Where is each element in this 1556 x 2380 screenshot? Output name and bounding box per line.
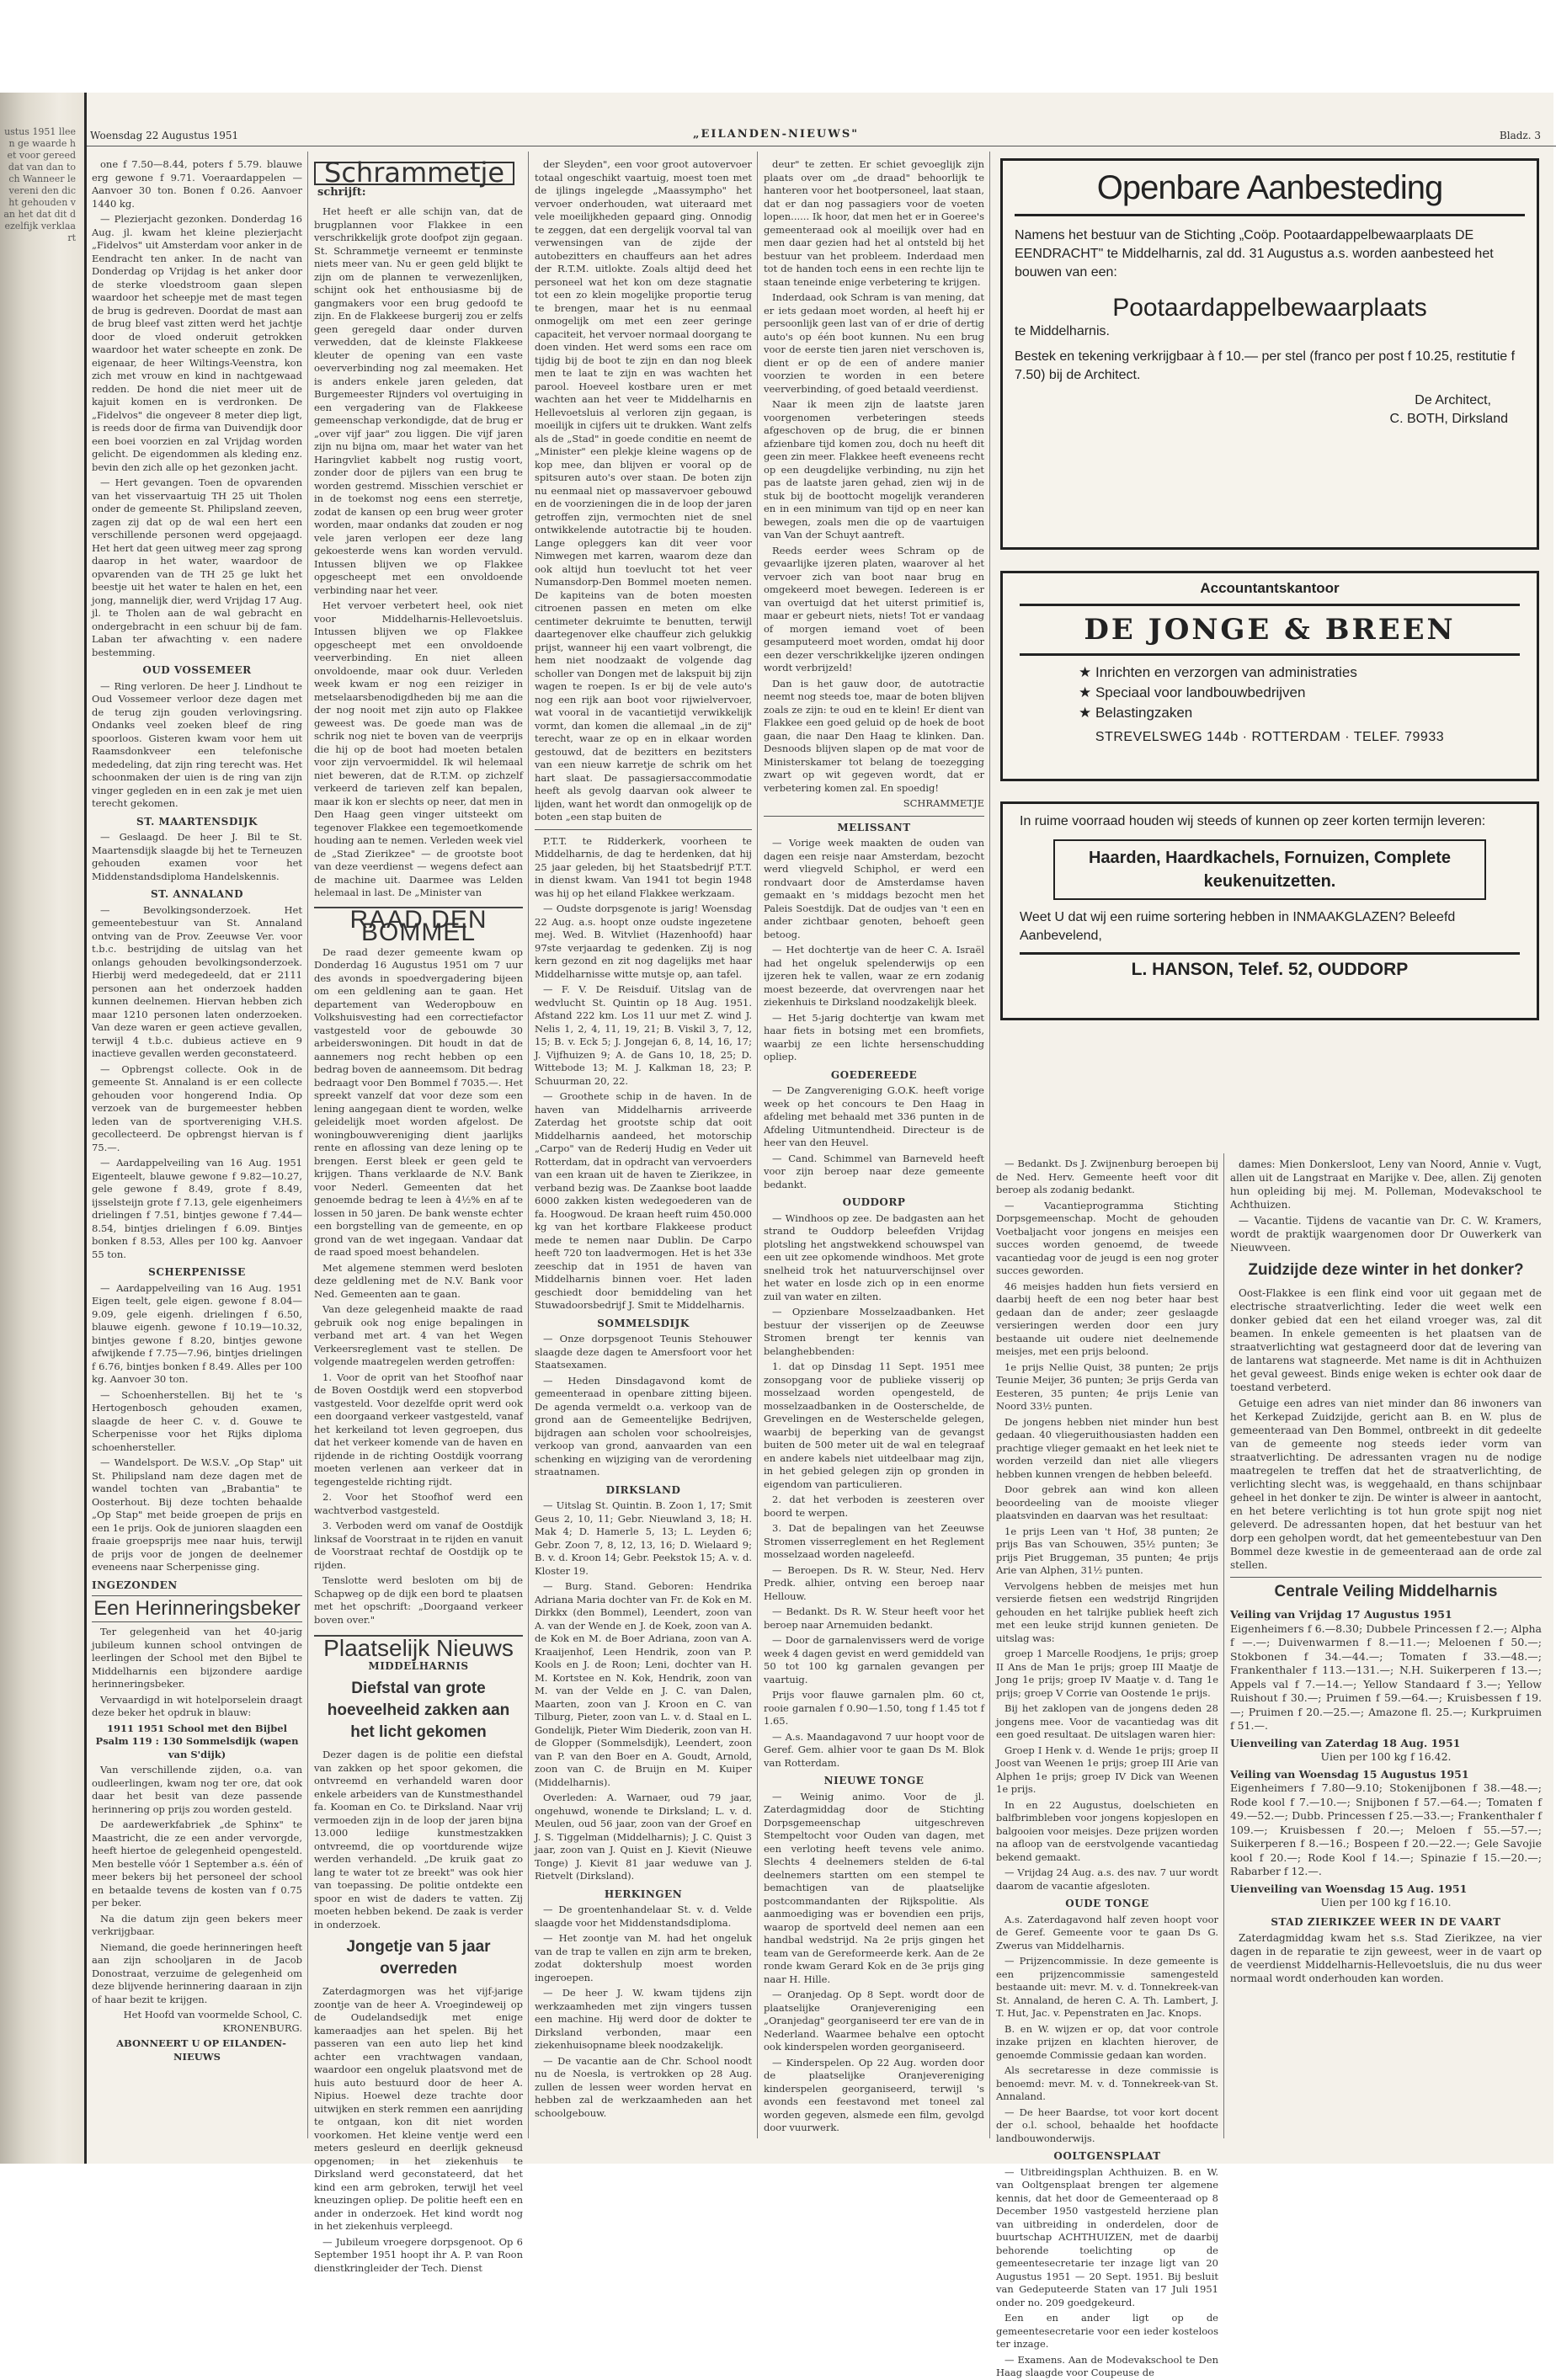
schrammetje-p1: Het heeft er alle schijn van, dat de brugplannen voor Flakkee in een verschrikkelijk grote doofpot zijn gegaan. St. Schrammetje verneemt er tenminste niets meer van. Nu er geen geld blijkt te zijn om de plannen te verwezenlijken, schijnt ook het enthousiasme bij de gangmakers voor een brug gedoofd te zijn. En de Flakkeese burgerij zou er zelfs geen geregeld daar onder durven verwedden, dat de kleinste Flakkeese kleuter de opening van een vaste oeververbinding nog zal meemaken. Het is anders enkele jaren geleden, dat Burgemeester Rijnders vol overtuiging in een vergadering van de Flakkeese gemeenschap verkondigde, dat de brug er „over vijf jaar" zou liggen. Die vijf jaren zijn nu bijna om, maar het water van het Haringvliet kabbelt nog rustig voort, zonder door de pijlers van een brug te worden gestremd. Misschien verschiet er in de toekomst nog eens een sterretje, zodat de kansen op een brug weer groter worden, maar ondanks dat zouden er nog vele jaren verlopen eer deze lang gekoesterde wens kan worden vervuld. Intussen blijven we op Flakkee opgescheept met een onvoldoende verbinding naar het veer.: [314, 205, 523, 596]
article-wandelsport: — Wandelsport. De W.S.V. „Op Stap" uit St. Philipsland nam deze dagen met de wandel tochten van „Brabantia" te Oosterhout. Bij deze tochten behaalde „Op Stap" met beide groepen de prijs en een 1e prijs. Ook de junioren slaagden een fraaie groepsprijs mee naar huis, terwijl de prijs voor de jongen de deelnemer eveneens naar Scherpenisse ging.: [92, 1456, 302, 1573]
ad2-bar: [1020, 604, 1520, 606]
schram-p5: Dan is het gauw door, de autotractie neemt nog steeds toe, maar de boten blijven zoals ze zijn: te oud en te klein! Er dient van Flakkee een goed geluid op de hoek de boot gaan, die naar Den Haag te klinken. Dan. Desnoods blijven slapen op de mat voor de Ministerskamer tot belang de toezegging zwart op wit gegeven wordt, dat er verbetering komen zal. En spoedig!: [764, 677, 984, 794]
article-reisduif: — F. V. De Reisduif. Uitslag van de wedvlucht St. Quintin op 18 Aug. 1951. Afstand 222 km. Los 11 uur met Z. wind J. Nelis 1, 2, 4, 11, 19, 21; B. Viskil 3, 7, 12, 15; B. v. Eck 5; J. Jongejan 6, 8, 14, 16, 17; J. Vijfhuizen 9; A. de Gans 10, 18, 25; D. Wittebode 13; M. J. Kalkman 18, 23; P. Schuurman 20, 22.: [535, 983, 752, 1087]
column-4: [764, 158, 984, 2145]
zuidzijde-title: Zuidzijde deze winter in het donker?: [1248, 1261, 1524, 1279]
zuid-p1: Oost-Flakkee is een flink eind voor uit gegaan met de electrische straatverlichting. Ieder die weet welk een donker gebied dat een het eiland vroeger was, zal dit beamen. In enkele gemeenten is het plaatsen van de straatverlichting wat gestagneerd door dat de levering van de lantarens wat stagneerde. Met name is dit in Achthuizen het geval geweest. Binds enige weken is echter ook daar de toestand verbeterd.: [1230, 1287, 1542, 1393]
c5-p6: Door gebrek aan wind kon alleen beoordeeling van de mooiste vlieger plaatsvinden en daarvan was het resultaat:: [996, 1483, 1218, 1521]
c5-p11: Groep I Henk v. d. Wende 1e prijs; groep II Joost van Weenen 1e prijs; groep III Arie van Alphen 1e prijs; groep IV Dick van Weenen 1e prijs.: [996, 1744, 1218, 1795]
schram-p1: deur" te zetten. Er schiet gevoeglijk zijn plaats over om „de draad" behoorlijk te hanteren voor het bootpersoneel, laat staan, dat er dan nog passagiers voor de voeten lopen...... Ik hoor, dat men het er in Goeree's gemeenteraad ook al moeilijk over had en men daar gezien had het al ontsteld bij het bestuur van het probleem. Inderdaad men tot de handen toch eens in een rechte lijn te staan teneinde enige verbetering te krijgen.: [764, 158, 984, 288]
newspaper-page: [84, 93, 1553, 2378]
c6-p2: — Vacantie. Tijdens de vacantie van Dr. C. W. Kramers, wordt de praktijk waargenomen door Dr Ouwerkerk van Nieuwveen.: [1230, 1215, 1542, 1254]
heading-herkingen: HERKINGEN: [604, 1887, 683, 1900]
veiling-3-prices: Eigenheimers f 7.80—9.10; Stokenijbonen f 38.—48.—; Rode kool f 7.—10.—; Snijbonen f 57.—64.—; Tomaten f 49.—52.—; Dubb. Princessen f 25.—33.—; Frankenthaler f 109.—; Kruisbessen f 20.—; Meloen f 55.—57.—; Suikerperen f 8.—16.; Bospeen f 20.—22.—; Gele Savojie kool f 20.—; Rode Kool f 14.—; Spinazie f 15.—20.—; Rabarber f 12.—.: [1230, 1781, 1542, 1877]
ad1-subtitle2: te Middelharnis.: [1015, 324, 1110, 338]
zuid-p2: Getuige een adres van niet minder dan 86 inwoners van het Kerkepad Zuidzijde, gericht aan B. en W. plus de gemeenteraad van Den Bommel, ontbreekt in dit gedeelte van de gemeente nog steeds ieder vorm van straatverlichting. De adressanten vragen nu de nodige maatregelen te treffen dat het de straatverlichting, de verlichting slecht was, is weggehaald, en thans schijnbaar geheel in het donker te zijn. De winter is alweer in aantocht, en het betere verlichting is tot hun grote spijt nog niet geleverd. De adressanten hopen, dat het bestuur van het dorp een geholpen wordt, dat het gemeentebestuur van Den Bommel deze kwestie in de gemeenteraad aan de orde zal stellen.: [1230, 1398, 1542, 1571]
star-icon: ★: [1079, 684, 1095, 700]
market-report: one f 7.50—8.44, poters f 5.79. blauwe erg gewone f 9.71. Voeraardappelen — Aanvoer 30 ton. Bonen f 0.26. Aanvoer 1440 kg.: [92, 158, 302, 210]
ad3-firm: L. HANSON, Telef. 52, OUDDORP: [1020, 952, 1520, 980]
ad3-box: Haarden, Haardkachels, Fornuizen, Complete keukenuitzetten.: [1053, 839, 1486, 900]
ing-p3: Van verschillende zijden, o.a. van oudleerlingen, kwam nog ter ore, dat ook daar het besit van deze passende herinnering op prijs zou worden gesteld.: [92, 1764, 302, 1815]
heading-ooltgensplaat: OOLTGENSPLAAT: [1053, 2150, 1161, 2162]
article-bevolkingsonderzoek: — Bevolkingsonderzoek. Het gemeentebestuur van St. Annaland ontving van de Prov. Zeeuwse Ver. voor t.b.c. bestrijding de uitslag van het onlangs gehouden bevolkingsonderzoek. Hierbij werd medegedeeld, dat er 2111 personen aan het onderzoek hadden kunnen deelnemen. Hiervan hebben zich maar 1210 personen laten onderzoeken. Van deze waren er geen actieve gevallen, terwijl 4 t.b.c. dubieus actieve en 9 inactieve gevallen werden geconstateerd.: [92, 903, 302, 1059]
heading-goedereede: GOEDEREEDE: [830, 1068, 918, 1081]
c5-p13: — Vrijdag 24 Aug. a.s. des nav. 7 uur wordt daarom de vacantie afgesloten.: [996, 1866, 1218, 1892]
oud-p9: Prijs voor flauwe garnalen plm. 60 ct, rooie garnalen f 0.90—1.50, tong f 1.45 tot f 1.65.: [764, 1689, 984, 1727]
som-p1: — Onze dorpsgenoot Teunis Stehouwer slaagde deze dagen te Amersfoort voor het Staatsexamen.: [535, 1333, 752, 1371]
ing-p2: Vervaardigd in wit hotelporselein draagt deze beker het opdruk in blauw:: [92, 1693, 302, 1718]
ing-p5: Na die datum zijn geen bekers meer verkrijgbaar.: [92, 1912, 302, 1937]
c5-p8: Vervolgens hebben de meisjes met hun versierde fietsen een wedstrijd Ringrijden gehouden en het talrijke publiek heeft zich met een leuke strijd kunnen genieten. De uitslag was:: [996, 1579, 1218, 1644]
ing-quote: 1911 1951 School met den Bijbel Psalm 119 : 130 Sommelsdijk (wapen van S'dijk): [95, 1722, 299, 1760]
column-rule: [1223, 1153, 1224, 2138]
her-p1: — De groentenhandelaar St. v. d. Velde slaagde voor het Middenstandsdiploma.: [535, 1903, 752, 1929]
raad-p1: De raad dezer gemeente kwam op Donderdag 16 Augustus 1951 om 7 uur des avonds in spoedvergadering bijeen om een geldlening aan te gaan. Het departement van Wederopbouw en Volkshuisvesting had een correctiefactor vastgesteld voor de gebouwde 30 arbeiderswoningen. Dit houdt in dat de aannemers nog recht hebben op een bedrag boven de aanneemsom. Dit bedrag bedraagt voor Den Bommel f 7035.—. Het spreekt vanzelf dat voor deze som een lening aangegaan dient te worden, welke geleidelijk moet worden afgelost. De woningbouwvereniging dient jaarlijks rente en aflossing van deze lening op te brengen. Eerst bleek er geen geld te krijgen. Thans verklaarde de N.V. Bank voor Nederl. Gemeenten dat het genoemde bedrag te leen à 4½% en af te lossen in 50 jaren. De bank wenste echter een borgstelling van de gemeente, en op grond van de wet ingegaan. Vandaar dat de raad spoed moest behandelen.: [314, 945, 523, 1258]
her-p2: — Het zoontje van M. had het ongeluk van de trap te vallen en zijn arm te breken, zodat doktershulp moest worden ingeroepen.: [535, 1932, 752, 1983]
ot-p1: A.s. Zaterdagavond half zeven hoopt voor de Geref. Gemeente voor te gaan Ds G. Zwerus van Middelharnis.: [996, 1913, 1218, 1951]
ool-p1: — Uitbreidingsplan Achthuizen. B. en W. van Ooltgensplaat brengen ter algemene kennis, dat het door de Gemeenteraad op 8 December 1950 vastgesteld herziene plan van uitbreiding in onderdelen, door de buurtschap ACHTHUIZEN, met de daarbij behorende toelichting op de gemeentesecretarie ter inzage ligt van 20 Augustus 1951 — 20 Sept. 1951. Bij besluit van Gedeputeerde Staten van 17 Juli 1951 onder no. 209 goedgekeurd.: [996, 2165, 1218, 2308]
raad-p2: Met algemene stemmen werd besloten deze geldlening met de N.V. Bank voor Ned. Gemeenten aan te gaan.: [314, 1261, 523, 1300]
ing-p1: Ter gelegenheid van het 40-jarig jubileum kunnen school ontvingen de leerlingen der School met den Bijbel te Middelharnis een bijzondere aardige herinneringsbeker.: [92, 1626, 302, 1690]
heading-st-maartensdijk: ST. MAARTENSDIJK: [136, 815, 258, 828]
ad-openbare-aanbesteding: [1000, 158, 1539, 550]
divider: [535, 829, 752, 830]
her-p4: — De vacantie aan de Chr. School noodt nu de Noesla, is vertrokken op 28 Aug. zullen de lessen weer worden hervat en hebben zal de werkzaamheden aan het schoolgebouw.: [535, 2054, 752, 2119]
dirk-p1: — Uitslag St. Quintin. B. Zoon 1, 17; Smit Geus 2, 10, 11; Gebr. Nieuwland 3, 18; H. Mak 4; D. Hamerle 5, 13; L. Leyden 6; Gebr. Zoon 7, 8, 12, 13, 16; D. Wielaard 9; B. v. d. Kroon 14; Gebr. Peekstok 15; A. v. d. Kloster 19.: [535, 1499, 752, 1577]
jongetje-p1: Zaterdagmorgen was het vijf-jarige zoontje van de heer A. Vroegindeweij op de Oudelandsedijk met enige kameraadjes aan het spelen. Bij het passeren van een auto liep het kind achter een vrachtwagen vandaan, waardoor een ongeluk plaatsvond met de huis auto bestuurd door de heer A. Nipius. Hoewel deze trachte door uitwijken en sterk remmen een aanrijding te ontgaan, kon dit niet worden voorkomen. Het kleine ventje werd een meters gesleurd en deerlijk gekneusd opgenomen; in het ziekenhuis te Dirksland werd geconstateerd, dat het kind een arm gebroken, terwijl het veel kneuzingen opliep. De politie heeft een en ander in onderzoek. Het kind wordt nog in het ziekenhuis verpleegd.: [314, 1985, 523, 2232]
schrijft-label: schrijft:: [317, 185, 366, 199]
jongetje-title: Jongetje van 5 jaar overreden: [346, 1938, 491, 1978]
star-icon: ★: [1079, 705, 1095, 721]
schram-p2: Inderdaad, ook Schram is van mening, dat er iets gedaan moet worden, al heeft hij er persoonlijk geen last van of er drie of dertig auto's op één boot kunnen. Nu een brug voor de eerste tien jaren niet verschoven is, dient er op de een of andere manier voorzien te worden in een betere veerverbinding, of goed betaald veerdienst.: [764, 291, 984, 395]
goed-p2: — Cand. Schimmel van Barneveld heeft voor zijn beroep naar deze gemeente bedankt.: [764, 1152, 984, 1190]
heading-sommelsdijk: SOMMELSDIJK: [597, 1317, 690, 1329]
article-veiling-scherpenisse: — Aardappelveiling van 16 Aug. 1951 Eigen teelt, gele eigen. gewone f 8.04—9.09, gele eigenh. drielingen f 6.50, blauwe eigenh. gewone f 10.19—10.32, bintjes gewone f 8.20, bintjes gewone afwijkende f 7.75—7.96, bintjes drielingen f 6.76, bintjes bonken f 8.49. Alles per 100 kg. Aanvoer 30 ton.: [92, 1281, 302, 1385]
dirk-p2: — Burg. Stand. Geboren: Hendrika Adriana Maria dochter van Fr. de Kok en M. Dirkkx (den Bommel), Leendert, zoon van A. van der Wende en J. de Koek, zoon van A. de Kok en M. de Boer Adriana, zoon van A. Kraaijenhof, Leen Hendrik, zoon van P. Kools en J. de Roon; Leni, dochter van H. M. Kortstee en N. Kok, Hendrik, zoon van M. van der Velde en J. C. van Dalen, Maarten, zoon van J. Kroon en C. van Tilburg, Pieter, zoon van L. v. d. Staal en L. Gondelijk, Pieter Wim Diederik, zoon van H. de Glopper (Sommelsdijk), Leendert, zoon van P. van den Boer en A. Goudt, Arnold, zoon van C. de Bruijn en M. Kuiper (Middelharnis).: [535, 1580, 752, 1788]
spine-text: ustus 1951 lleen ge waarde het voor gereed dat van dan toch Wanneer le vereni den dicht gehouden van het dat dit dezelfijk verklaart: [3, 126, 76, 243]
heading-dirksland: DIRKSLAND: [605, 1483, 681, 1496]
ad1-body2: Bestek en tekening verkrijgbaar à f 10.— per stel (franco per post f 10.25, restitutie f 7.50) bij de Architect.: [1015, 349, 1516, 382]
veiling-4-prices: Uien per 100 kg f 16.10.: [1320, 1896, 1452, 1909]
raad-p6: 3. Verboden werd om vanaf de Oostdijk linksaf de Voorstraat in te rijden en vanuit de Voorstraat rechtaf de Oostdijk op te rijden.: [314, 1520, 523, 1571]
veiling-2-heading: Uienveiling van Zaterdag 18 Aug. 1951: [1230, 1736, 1461, 1749]
veiling-1: [1230, 1608, 1542, 1910]
column-5: [996, 1158, 1218, 2378]
ad1-subtitle: Pootaardappelbewaarplaats: [1112, 294, 1427, 322]
ad2-address: STREVELSWEG 144b · ROTTERDAM · TELEF. 79933: [1095, 730, 1445, 744]
scanned-newspaper-page: [0, 93, 1553, 2378]
column-6: [1230, 1158, 1542, 2143]
stad-p: Zaterdagmiddag kwam het s.s. Stad Zierikzee, na vier dagen in de reparatie te zijn geweest, weer in de vaart op de veerdienst Middelharnis-Hellevoetsluis, die nu dus weer normaal wordt onderhouden kan worden.: [1230, 1931, 1542, 1984]
herinneringsbeker-title: Een Herinneringsbeker: [92, 1595, 302, 1622]
oud-p6: — Beroepen. Ds R. W. Steur, Ned. Herv Predk. alhier, ontving een beroep naar Hellouw.: [764, 1563, 984, 1602]
veiling-2-prices: Uien per 100 kg f 16.42.: [1320, 1750, 1452, 1763]
ad2-service-3: [1020, 703, 1520, 723]
ad3-intro: In ruime voorraad houden wij steeds of kunnen op zeer korten termijn leveren:: [1020, 814, 1486, 828]
c5-p2: — Vacantieprogramma Stichting Dorpsgemeenschap. Mocht de gehouden Voetbaljacht voor jongens en meisjes een succes worden genoemd, de tweede vacantiedag voor de jeugd is een nog groter succes geworden.: [996, 1199, 1218, 1276]
heading-stad-zierikzee: STAD ZIERIKZEE WEER IN DE VAART: [1271, 1915, 1501, 1928]
schrammetje-cont: der Sleyden", een voor groot autovervoer totaal ongeschikt vaartuig, moest toen met de ijlings ingelegde „Maassympho" het vervoer onderhouden, wat uiteraard met vele moeilijkheden gepaard ging. Onnodig te zeggen, dat een dergelijk voorval tal van verwensingen van de zijde der autobezitters en chauffeurs aan het adres der R.T.M. uitlokte. Zoals altijd deed het personeel wat het kon om deze stagnatie tot een zo klein mogelijke proportie terug te brengen, maar het is nu eenmaal onmogelijk om met een zeer geringe capaciteit, het vervoer normaal doorgang te doen vinden. Het werd soms een race om tijdig bij de boot te zijn en dan nog bleek men te laat te zijn en was wachten het parool. Hoeveel kostbare uren er met wachten aan het veer te Middelharnis en Hellevoetsluis al verloren zijn gegaan, is moeilijk in cijfers uit te drukken. Want zelfs als de „Stad" in goede conditie en neemt de „Minister" een plekje kleine wagens op de kop mee, dan blijven er vooral op de spitsuren auto's over staan. De boten zijn nu eenmaal niet op massavervoer gebouwd en de voorzieningen die in de loop der jaren getroffen zijn, vermochten niet de snel ontwikkelende autotractie bij te houden. Lange opleggers kan dit veer voor Nimwegen met karren, waarom deze dan ook altijd hun toevlucht tot het veer Numansdorp-Den Bommel moeten nemen. De kapiteins van de boten moesten citroenen passen en meten om elke centimeter dekruimte te benutten, terwijl daartegenover elke chauffeur zich gelukkig prijst, wanneer hij een vaart volbrengt, die hem niet noodzaakt de volgende dag scholler van Dongen met de lakspuit bij zijn wagen te roepen. Is er bij de vele auto's nog een rijk aan boot voor rijwielvervoer, wat vooral in de vacantietijd verwikkelijk vormt, dan komen die allemaal „in de zij" terecht, waar ze op en in elkaar worden gestouwd, dat de bezitters en bezitsters van een nieuw karretje de schrik om het hart slaat. De passagiersaccommodatie heeft als gevolg daarvan ook alweer te lijden, want het wordt dan onmogelijk op de boten „een stap buiten de: [535, 158, 752, 823]
ing-p6: Niemand, die goede herinneringen heeft aan zijn schooljaren in de Jacob Donostraat, verzuime de gelegenheid om deze blijvende herinnering daaraan in zijn of haar bezit te krijgen.: [92, 1941, 302, 2005]
jubileum-p: — Jubileum vroegere dorpsgenoot. Op 6 September 1951 hoopt ihr A. P. van Roon dienstkringleider der Tech. Dienst: [314, 2235, 523, 2274]
column-rule: [989, 152, 990, 2138]
ing-p4: De aardewerkfabriek „de Sphinx" te Maastricht, die ze een ander vervorgde, heeft hiertoe de gelegenheid opengesteld. Men bestelle vóór 1 September a.s. één of meer bekers bij het personeel der school en betaalde tevens de kosten van f 0.75 per beker.: [92, 1818, 302, 1909]
divider: [764, 816, 984, 817]
ad2-firm: DE JONGE & BREEN: [1084, 613, 1456, 647]
ad2-service-2: [1020, 683, 1520, 703]
diefstal-p1: Dezer dagen is de politie een diefstal van zakken op het spoor gekomen, die ontvreemd en verhandeld waren door enkele arbeiders van de Kunstmesthandel fa. Kooman en Co. te Dirksland. Naar vrij vermoeden zijn in de loop der jaren bijna 13.000 lediige kunstmestzakken ontvreemd, die op voortdurende wijze werden verhandeld. „De kruik gaat zo lang te water tot ze breekt" was ook hier van toepassing. De politie ontdekte een spoor en wist de daders te vatten. Zij moeten hebben bekend. De zaak is verder in onderzoek.: [314, 1749, 523, 1930]
oud-p10: — A.s. Maandagavond 7 uur hoopt voor de Geref. Gem. alhier voor te gaan Ds M. Blok van Rotterdam.: [764, 1730, 984, 1769]
c5-p9: groep 1 Marcelle Roodjens, 1e prijs; groep II Ans de Man 1e prijs; groep III Maatje de Jong 1e prijs; groep IV Maatje v. d. Tang 1e prijs; groep V Corrie van Oostende 1e prijs.: [996, 1648, 1218, 1699]
raad-p3: Van deze gelegenheid maakte de raad gebruik ook nog enige bepalingen in verband met art. 4 van het Wegen Verkeersreglement vast te stellen. De volgende maatregelen werden getroffen:: [314, 1303, 523, 1367]
c6-p1: dames: Mien Donkersloot, Leny van Noord, Annie v. Vugt, allen uit de Langstraat en Marijke v. Dee, allen. Zij genoten hun opleiding bij mej. M. Polleman, Modevakschool te Achthuizen.: [1230, 1158, 1542, 1211]
ad2-bar: [1020, 653, 1520, 656]
article-groot-schip: — Groothete schip in de haven. In de haven van Middelharnis arriveerde Zaterdag het grootste schip dat ooit Middelharnis aandeed, het motorschip „Carpo" van de Rederij Hudig en Veder uit Rotterdam, dat in opdracht van vervoerders van een kraan uit de haven te Zierikzee, in verband bezig was. De Zaankse boot laadde 6000 zakken kisten wedegoederen van de fa. Hoogwoud. De kraan heeft ruim 450.000 kg van het kortbare Flakkeese product mede te nemen naar Dublin. De Carpo heeft 720 ton laadvermogen. Het is het 33e zeeschip dat in 1951 de haven van Middelharnis binnen voer. Het laden geschiedt door bemiddeling van het Stuwadoorsbedrijf J. Smit te Middelharnis.: [535, 1090, 752, 1311]
ot-p3: B. en W. wijzen er op, dat voor controle inzake prijzen en klachten hierover, de genoemde Commissie gedaan kan worden.: [996, 2022, 1218, 2061]
mel-p1: — Vorige week maakten de ouden van dagen een reisje naar Amsterdam, bezocht werd vliegveld Schiphol, er werd een rondvaart door de Amsterdamse haven gemaakt en 's middags bezocht men het Paleis Soestdijk. Dat de oudjes van 't een en ander zichtbaar genoten, behoeft geen betoog.: [764, 837, 984, 940]
column-rule: [307, 152, 308, 2138]
raad-den-bommel-title: RAAD DEN BOMMEL: [314, 907, 523, 940]
veiling-3-heading: Veiling van Woensdag 15 Augustus 1951: [1230, 1767, 1469, 1781]
veiling-4-heading: Uienveiling van Woensdag 15 Aug. 1951: [1230, 1882, 1468, 1895]
veiling-1-heading: Veiling van Vrijdag 17 Augustus 1951: [1230, 1608, 1452, 1621]
column-rule: [757, 152, 758, 2138]
ad-hanson: [1000, 801, 1539, 1020]
ing-p7: Het Hoofd van voormelde School, C. KRONENBURG.: [123, 2009, 302, 2034]
oud-p1: — Windhoos op zee. De badgasten aan het strand te Ouddorp beleefden Vrijdag plotsling het angstwekkend schouwspel van een uit zee opkomende windhoos. Met grote snelheid trok het natuurverschijnsel over het water en losde zich op in een enorme zuil van water en zilten.: [764, 1211, 984, 1302]
raad-p5: 2. Voor het Stoofhof werd een wachtverbod vastgesteld.: [314, 1491, 523, 1516]
heading-oud-vossemeer: OUD VOSSEMEER: [142, 664, 252, 676]
mel-p3: — Het 5-jarig dochtertje van kwam met haar fiets in botsing met een bromfiets, waarbij ze een lichte hersenschudding opliep.: [764, 1011, 984, 1062]
heading-ouddorp: OUDDORP: [842, 1196, 906, 1208]
newspaper-name: „EILANDEN-NIEUWS": [693, 128, 860, 141]
issue-date: Woensdag 22 Augustus 1951: [90, 130, 239, 141]
ot-p4: Als secretaresse in deze commissie is benoemd: mevr. M. v. d. Tonnekreek-van St. Annaland.: [996, 2064, 1218, 2102]
ad1-architect: De Architect,: [1415, 393, 1491, 407]
dirk-p3: Overleden: A. Warnaer, oud 79 jaar, ongehuwd, wonende te Dirksland; L. v. d. Meulen, oud 56 jaar, zoon van der Groef en J. S. Tiggelman (Middelharnis); J. C. Quist 3 jaar, zoon van J. Quist en J. Kievit (Nieuwe Tonge) J. Kievit 81 jaar weduwe van J. Rietvelt (Dirksland).: [535, 1792, 752, 1882]
c5-p7: 1e prijs Leen van 't Hof, 38 punten; 2e prijs Bas van Schouwen, 35½ punten; 3e prijs Piet Bruggeman, 35 punten; 4e prijs Arie van Alphen, 31½ punten.: [996, 1525, 1218, 1576]
schrammetje-p2: Het vervoer verbetert heel, ook niet voor Middelharnis-Hellevoetsluis. Intussen blijven we op Flakkee opgescheept met een onvoldoende veerverbinding. En niet alleen onvoldoende, maar ook duur. Verleden week kwam er nog een reiziger in metselaarsbenodigdheden bij me aan die der nog nooit met zijn auto op Flakkee geweest was. De goede man was de schrik nog niet te boven van de veerprijs die hij op de boot had moeten betalen voor zijn vervoermiddel. Ik wil helemaal niet beweren, dat de R.T.M. op zichzelf verkeerd de tarieven zelf kan bepalen, maar ik kon er slechts op neer, dat men in Den Haag geen vinger uitsteekt om tegenover Flakkee een tegemoetkomende houding aan te nemen. Verleden week viel de „Stad Zierikzee" — de grootste boot van deze veerdienst — wegens defect aan de machine uit. Daarmee was Lelden helemaal in last. De „Minister van: [314, 599, 523, 898]
c5-p12: In en 22 Augustus, doelschieten en balfbrimbleben voor jongens kopjeslopen en balgooien voor meisjes. Deze prijzen worden na afloop van de eerstvolgende vacantiedag bekend gemaakt.: [996, 1798, 1218, 1863]
nt-p2: — Oranjedag. Op 8 Sept. wordt door de plaatselijke Oranjevereniging een „Oranjedag" georganiseerd ter ere van de in Nederland. Waarmee behalve een optocht ook kinderspelen worden georganiseerd.: [764, 1989, 984, 2053]
ad2-s2: Speciaal voor landbouwbedrijven: [1095, 684, 1306, 700]
heading-nieuwe-tonge: NIEUWE TONGE: [823, 1775, 925, 1786]
mel-p2: — Het dochtertje van de heer C. A. Israël had het ongeluk spelenderwijs op een ijzeren hek te vallen, waar ze ern zodanig moest bezeerde, dat overvrengen naar het ziekenhuis te Dirksland noodzakelijk bleek.: [764, 944, 984, 1008]
diefstal-title: Diefstal van grote hoeveelheid zakken aan het licht gekomen: [327, 1680, 510, 1741]
schram-p4: Reeds eerder wees Schram op de gevaarlijke ijzeren platen, waarover al het vervoer zich van boot naar brug en omgekeerd moet bewegen. Iedereen is er van overtuigd dat het uiterst primitief is, maar er gebeurt niets, niets! Tot er vandaag of morgen iemand voet of been gesamputeerd moet worden, omdat hij door een dezer verschrikkelijke ijzeren ondingen wordt verbrijzeld!: [764, 544, 984, 674]
heading-scherpenisse: SCHERPENISSE: [148, 1266, 246, 1278]
article-veiling-annaland: — Aardappelveiling van 16 Aug. 1951 Eigenteelt, blauwe gewone f 9.82—10.27, gele gewone f 8.49, grote f 8.49, ijsselsteijn grote f 7.13, gele eigenheimers drielingen f 7.51, bintjes gewone f 7.44—8.54, bintjes drielingen f 6.09. Bintjes bonken f 8.53, Alles per 100 kg. Aanvoer 55 ton.: [92, 1157, 302, 1260]
ot-p5: — De heer Baardse, tot voor kort docent der o.l. school, behaalde het hoofdacte landbouwonderwijs.: [996, 2106, 1218, 2144]
ad-accountantskantoor: [1000, 571, 1539, 781]
c5-p1: — Bedankt. Ds J. Zwijnenburg beroepen bij de Ned. Herv. Gemeente heeft voor dit beroep als zodanig bedankt.: [996, 1158, 1218, 1195]
star-icon: ★: [1079, 664, 1095, 680]
heading-st-annaland: ST. ANNALAND: [150, 888, 244, 900]
article-plezierjacht: — Plezierjacht gezonken. Donderdag 16 Aug. jl. kwam het kleine plezierjacht „Fidelvos" uit Amsterdam voor anker in de Eendracht ten anker. In de nacht van Donderdag op Vrijdag is het anker door de sterke vloedstroom gaan slepen waardoor het scheepje met de mast tegen de brug is gedreven. Doordat de mast aan de brug bleef vast zitten werd het jachtje door de vloed onderuit getrokken waardoor het water scheepte en zonk. De eigenaar, de heer Wiltings-Veenstra, kon zich met vrouw en kind in nachtgewaad redden. De hond die niet meer uit de kajuit komen en is verdronken. De „Fidelvos" die ongeveer 8 meter diep ligt, is reeds door de firma van Duivendijk door een boei voorzien en zal Vrijdag worden gelicht. De eigendommen als kleding enz. bevin den zich alle op het gezonken jacht.: [92, 213, 302, 473]
c5-p10: Bij het zaklopen van de jongens deden 28 jongens mee. Voor de vacantiedag was dit een goed resultaat. De uitslagen waren hier:: [996, 1702, 1218, 1740]
abonneert: ABONNEERT U OP EILANDEN-NIEUWS: [116, 2037, 286, 2063]
article-ring: — Ring verloren. De heer J. Lindhout te Oud Vossemeer verloor deze dagen met de terug zijn gouden verlovingsring. Ondanks veel zoeken bleef de ring spoorloos. Gisteren kwam voor hem uit Raamsdonkveer een telefonische mededeling, dat zijn ring terecht was. Het schoonmaken der uien is de ring van zijn vinger gegleden en in een zak je met uien terecht gekomen.: [92, 679, 302, 809]
raad-p7: Tenslotte werd besloten om bij de Schapweg op de dijk een bord te plaatsen met het opschrift: „Doorgaand verkeer boven over.": [314, 1574, 523, 1626]
ool-p2: Een en ander ligt op de gemeentesecretarie voor een ieder kosteloos ter inzage.: [996, 2312, 1218, 2350]
previous-page-spine: [0, 93, 84, 2164]
ad2-service-1: [1020, 663, 1520, 683]
column-3: [535, 158, 752, 2145]
heading-ingezonden: INGEZONDEN: [92, 1579, 178, 1591]
article-geslaagd: — Geslaagd. De heer J. Bil te St. Maartensdijk slaagde bij het te Terneuzen gehouden examen voor het Middenstandsdiploma Handelskennis.: [92, 831, 302, 882]
article-hert: — Hert gevangen. Toen de opvarenden van het visservaartuig TH 25 uit Tholen onder de gemeente St. Philipsland zeeven, zagen zij dat op de wal een hert een verschillende personen werd opgejaagd. Het hert dat geen uitweg meer zag sprong daarop in het water, waardoor de opvarenden van de TH 25 ge lukt het beestje uit het water te halen en het, een jong, mannelijk dier, werd Vrijdag 17 Aug. jl. te Tholen aan de wal gebracht en ondergebracht in een schuur bij de fam. Laban ter afwachting v. een nadere bestemming.: [92, 477, 302, 658]
schrammetje-title: Schrammetje: [314, 162, 514, 185]
ad1-architect-name: C. BOTH, Dirksland: [1389, 412, 1508, 426]
veiling-1-prices: Eigenheimers f 6.—8.30; Dubbele Princessen f 2.—; Alpha f —.—; Duivenwarmen f 8.—11.—; Meloenen f 50.—; Stokbonen f 34.—44.—; Tomaten f 33.—48.—; Frankenthaler f 113.—131.—; N.H. Suikerperen f 13.—; Appels val f 7.—14.—; Yellow Standaard f 3.—; Yellow Ruishout f 30.—; Pruimen f 59.—64.—; Kruisbessen f 19.—; Pruimen f 20.—25.—; Amazone fl. 25.—; Kurkpruimen f 51.—.: [1230, 1621, 1542, 1732]
ad1-body: Namens het bestuur van de Stichting „Coöp. Pootaardappelbewaarplaats DE EENDRACHT" te Middelharnis, zal dd. 31 Augustus a.s. worden aanbesteed het bouwen van een:: [1015, 228, 1494, 280]
article-collecte: — Opbrengst collecte. Ook in de gemeente St. Annaland is er een collecte gehouden voor hongerend India. Op verzoek van de burgemeester hebben leden van de sportvereniging V.H.S. gecollecteerd. De opbrengst hiervan is f 75.—.: [92, 1062, 302, 1153]
goed-p1: — De Zangvereniging G.O.K. heeft vorige week op het concours te Den Haag in afdeling met behaald met 336 punten in de Afdeling Uitmuntendheid. Directeur is de heer van den Heuvel.: [764, 1084, 984, 1148]
ad1-title: Openbare Aanbesteding: [1015, 169, 1525, 216]
heading-middelharnis: MIDDELHARNIS: [368, 1659, 469, 1672]
column-2: [314, 157, 523, 2274]
oud-p4: 2. dat het verboden is zeesteren over boord te werpen.: [764, 1493, 984, 1519]
som-p2: — Heden Dinsdagavond komt de gemeenteraad in openbare zitting bijeen. De agenda vermeldt o.a. verkoop van de grond aan de Gemeentelijke Bedrijven, bijdragen aan scholen voor schoolreisjes, verkoop van grond, aanvaarden van een schenking en wijziging van de verordening straatnamen.: [535, 1374, 752, 1478]
schram-p3: Naar ik meen zijn de laatste jaren voorgenomen verbeteringen steeds afgeschoven op de brug, die er binnen afzienbare tijd komen zou, doch nu heeft dit geen zin meer. Flakkee heeft eveneens recht op een deugdelijke verbinding, nu zijn het pas de laatste jaren gehad, zien wij in de stuk bij de boottocht mogelijk veranderen en in een minimum van tijd op en neer kan bewegen, zoals men die op de vaartuigen van Van der Schuyt aantreft.: [764, 398, 984, 540]
schram-signature: SCHRAMMETJE: [903, 797, 984, 809]
nt-p3: — Kinderspelen. Op 22 Aug. worden door de plaatselijke Oranjevereniging kinderspelen georganiseerd, terwijl 's avonds een feestavond met toneel zal worden gegeven, alsmede een film, gevolgd door vuurwerk.: [764, 2056, 984, 2133]
plaatselijk-nieuws-title: Plaatselijk Nieuws: [314, 1635, 523, 1655]
raad-p4: 1. Voor de oprit van het Stoofhof naar de Boven Oostdijk werd een stopverbod vastgesteld. Voor dezelfde oprit werd ook een doorgaand verkeer vastgesteld, vanaf het kerkeiland tot leven gegroepen, dus dat het verkeer komende van de haven en rijdende in de richting Oostdijk voorrang moeten verlenen aan verkeer dat in tegengestelde richting rijdt.: [314, 1371, 523, 1488]
heading-melissant: MELISSANT: [837, 821, 911, 833]
c5-p3: 46 meisjes hadden hun fiets versierd en daarbij heeft de een nog beter haar best gedaan dan de ander; zeer geslaagde versieringen werden door een jury bestaande uit oudere niet deelnemende meisjes, met een prijs beloond.: [996, 1280, 1218, 1357]
c5-p4: 1e prijs Nellie Quist, 38 punten; 2e prijs Teunie Meijer, 36 punten; 3e prijs Gerda van Eesteren, 35 punten; 4e prijs Lenie van Noord 33½ punten.: [996, 1360, 1218, 1412]
oud-p5: 3. Dat de bepalingen van het Zeeuwse Stromen visserreglement en het Reglement mosselzaad worden nageleefd.: [764, 1522, 984, 1560]
column-1: [92, 158, 302, 2145]
nt-p1: — Weinig animo. Voor de jl. Zaterdagmiddag door de Stichting Dorpsgemeenschap uitgeschreven Stempeltocht voor Ouden van dagen, met een verloting heeft tevens vele animo. Slechts 4 deelnemers stelden de 6-tal deelnemers startten om een stempel te bemachtigen van de plaatselijke postcommandanten der Rijkspolitie. Als aanmoediging was er bovendien een prijs, waarop de sportveld deel nemen aan een handbal wedstrijd. Na 2e prijs gingen het team van de Gereformeerde kerk. Aan de 2e ronde kwam Gerard Kok en de 3e prijs ging naar H. Hille.: [764, 1790, 984, 1985]
ad2-s3: Belastingzaken: [1095, 705, 1193, 721]
ool-p3: — Examens. Aan de Modevakschool te Den Haag slaagde voor Coupeuse de: [996, 2353, 1218, 2378]
jubileum-cont: P.T.T. te Ridderkerk, voorheen te Middelharnis, de dag te herdenken, dat hij 25 jaar geleden, bij het Staatsbedrijf P.T.T. in dienst kwam. Van 1941 tot begin 1948 was hij op het eiland Flakkee werkzaam.: [535, 834, 752, 899]
oud-p3: 1. dat op Dinsdag 11 Sept. 1951 mee zonsopgang voor de publieke visserij op mosselzaad worden opengesteld, de mosselzaadbanken in de Oosterschelde, de Grevelingen en de Westerschelde gelegen, waarbij de beperking van de gevangst buiten de 500 meter uit de wal en telegraaf en andere kabels niet uitdeelbaar mag zijn, in het gebied gelegen zijn op gronden in eigendom van particulieren.: [764, 1360, 984, 1490]
ot-p2: — Prijzencommissie. In deze gemeente is een prijzencommissie samengesteld bestaande uit: mevr. M. v. d. Tonnekreek-van St. Annaland, de heren C. A. Th. Lambert, J. T. Hut, Jac. v. Pepenstraten en Jac. Knops.: [996, 1955, 1218, 2019]
ad2-top: Accountantskantoor: [1200, 580, 1340, 596]
ad2-s1: Inrichten en verzorgen van administraties: [1095, 664, 1357, 680]
her-p3: — De heer J. W. kwam tijdens zijn werkzaamheden met zijn vingers tussen een machine. Hij werd door de dokter te Dirksland verbonden, maar een ziekenhuisopname bleek noodzakelijk.: [535, 1987, 752, 2051]
article-oudste: — Oudste dorpsgenote is jarig! Woensdag 22 Aug. a.s. hoopt onze oudste ingezetene mej. Wed. B. Witvliet (Hazenhoofd) haar 97ste verjaardag te gedenken. Zij is nog kern gezond en zit nog dagelijks met haar Middelharnisse witte mutsje op, aan tafel.: [535, 902, 752, 980]
page-number: Bladz. 3: [1499, 130, 1541, 141]
c5-p5: De jongens hebben niet minder hun best gedaan. 40 vliegeruithousiasten hadden een prachtige vlieger gemaakt en het leek niet te worden verzeild dan niet alle vliegers hebben kunnen vrengen de hebben beleefd.: [996, 1415, 1218, 1480]
article-schoenherstellen: — Schoenherstellen. Bij het te 's Hertogenbosch gehouden examen, slaagde de heer C. v. d. Gouwe te Scherpenisse voor het Rijks diploma schoenhersteller.: [92, 1388, 302, 1453]
oud-p2: — Opzienbare Mosselzaadbanken. Het bestuur der visserijen op de Zeeuwse Stromen brengt ter kennis van belanghebbenden:: [764, 1306, 984, 1357]
oud-p8: — Door de garnalenvissers werd de vorige week 4 dagen gevist en werd gemiddeld van 50 tot 100 kg garnalen gevangen per vaartuig.: [764, 1634, 984, 1685]
heading-oude-tonge: OUDE TONGE: [1065, 1898, 1149, 1909]
ad3-question: Weet U dat wij een ruime sortering hebben in INMAAKGLAZEN? Beleefd Aanbevelend,: [1020, 910, 1456, 943]
column-rule: [528, 152, 529, 2138]
oud-p7: — Bedankt. Ds R. W. Steur heeft voor het beroep naar Arnemuiden bedankt.: [764, 1605, 984, 1631]
veiling-title: Centrale Veiling Middelharnis: [1230, 1577, 1542, 1603]
page-header: [87, 128, 1556, 146]
